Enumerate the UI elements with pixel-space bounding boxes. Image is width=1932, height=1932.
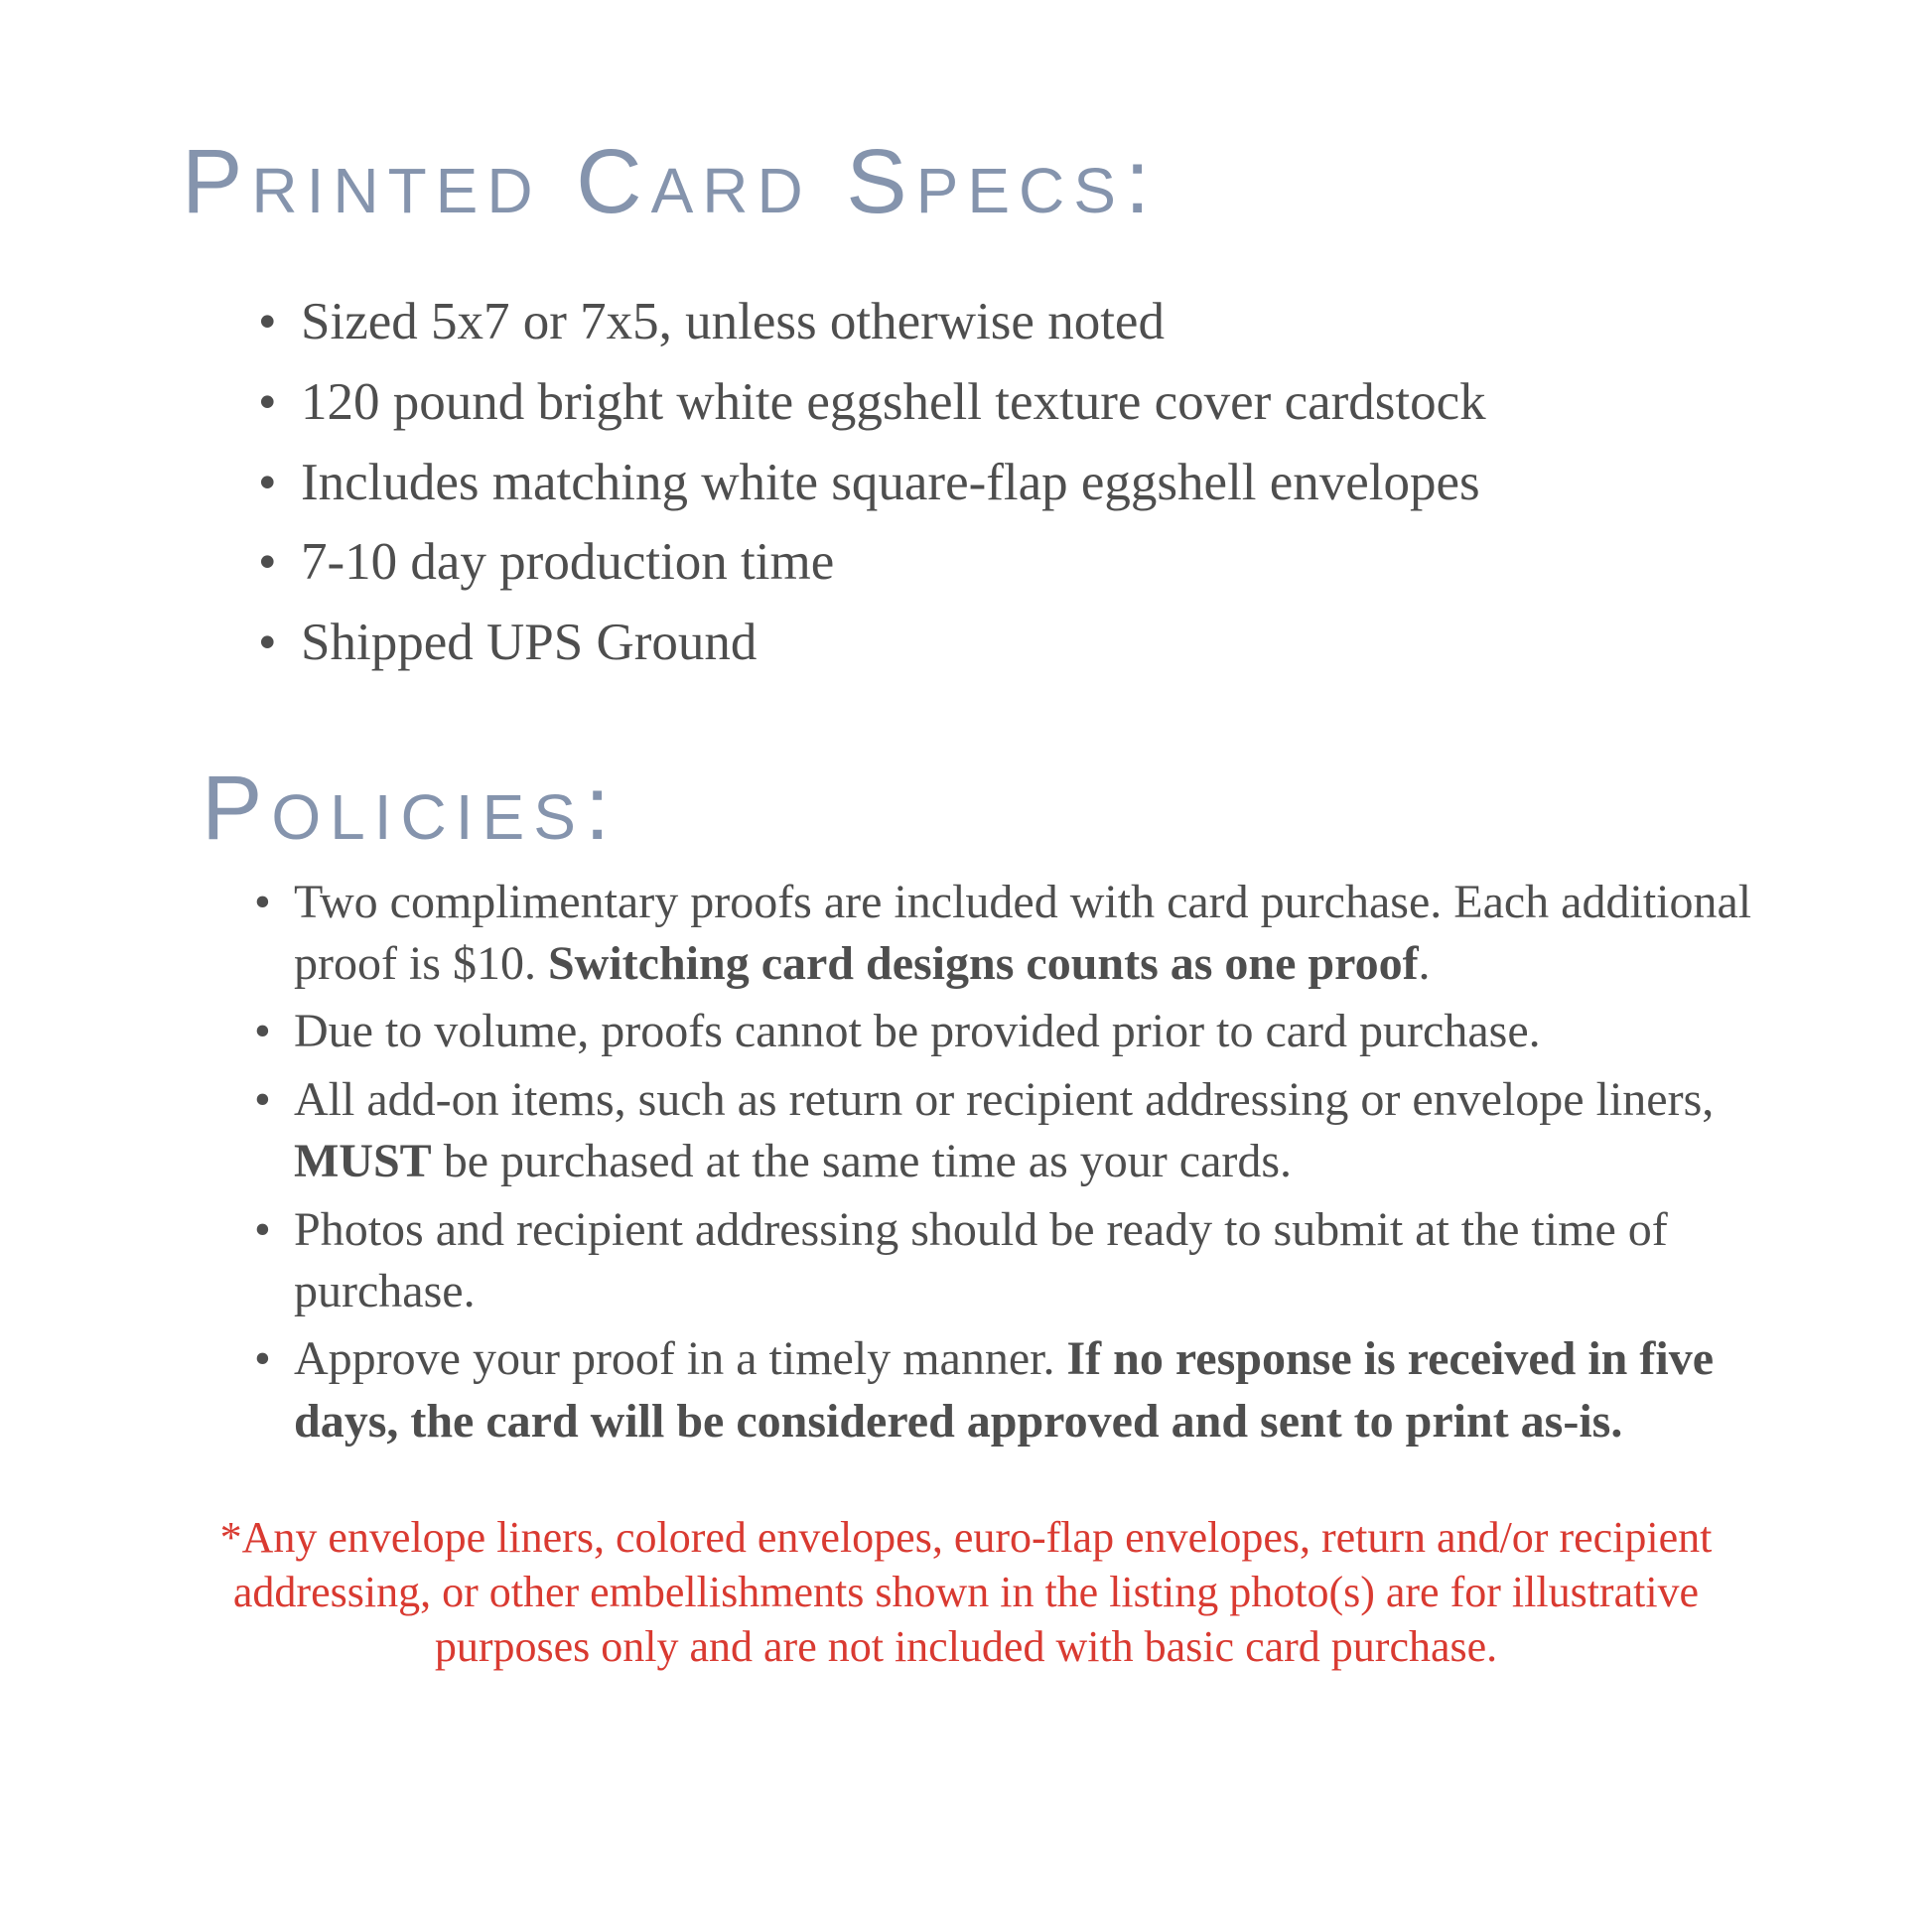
spec-list-item: • Shipped UPS Ground bbox=[301, 611, 1932, 675]
policy-list-item bbox=[294, 1069, 1783, 1193]
spec-list-item: • Includes matching white square-flap eggshell envelopes bbox=[301, 451, 1932, 515]
policy-text-bold-segment: If no response is received in five days, the card will be considered approved and sent to print as-is. bbox=[294, 1332, 1714, 1448]
policy-text-bold-segment: Switching card designs counts as one proof bbox=[547, 937, 1419, 991]
spec-list-item: • Sized 5x7 or 7x5, unless otherwise noted bbox=[301, 290, 1932, 354]
policy-list-item bbox=[294, 1001, 1783, 1062]
spec-list-item: • 120 pound bright white eggshell texture cover cardstock bbox=[301, 370, 1932, 435]
policy-text-segment: Approve your proof in a timely manner. bbox=[294, 1332, 1067, 1386]
policy-text-segment: . bbox=[1418, 937, 1431, 991]
policy-text-segment: Two complimentary proofs are included with card purchase. Each additional proof is $10. bbox=[294, 875, 1752, 991]
spec-list-item: • 7-10 day production time bbox=[301, 530, 1932, 595]
policy-text-segment: Due to volume, proofs cannot be provided prior to card purchase. bbox=[294, 1005, 1541, 1058]
policy-list-item bbox=[294, 872, 1783, 996]
specs-heading: Printed Card Specs: bbox=[182, 131, 1160, 232]
policy-text-segment: be purchased at the same time as your cards. bbox=[431, 1135, 1293, 1188]
policy-text-bold-segment: MUST bbox=[294, 1135, 432, 1188]
specs-list bbox=[301, 290, 1932, 674]
disclaimer-text: *Any envelope liners, colored envelopes, euro-flap envelopes, return and/or recipient addressing, or other embellishments shown in the listing photo(s) are for illustrative purposes only and are not included with basic card purchase. bbox=[219, 1513, 1713, 1672]
policies-heading: Policies: bbox=[202, 758, 620, 860]
policy-list-item bbox=[294, 1199, 1783, 1323]
policy-text-segment: All add-on items, such as return or recipient addressing or envelope liners, bbox=[294, 1072, 1715, 1126]
policy-text-segment: Photos and recipient addressing should be ready to submit at the time of purchase. bbox=[294, 1202, 1668, 1317]
policy-list-item bbox=[294, 1328, 1783, 1452]
policies-list bbox=[294, 872, 1783, 1453]
